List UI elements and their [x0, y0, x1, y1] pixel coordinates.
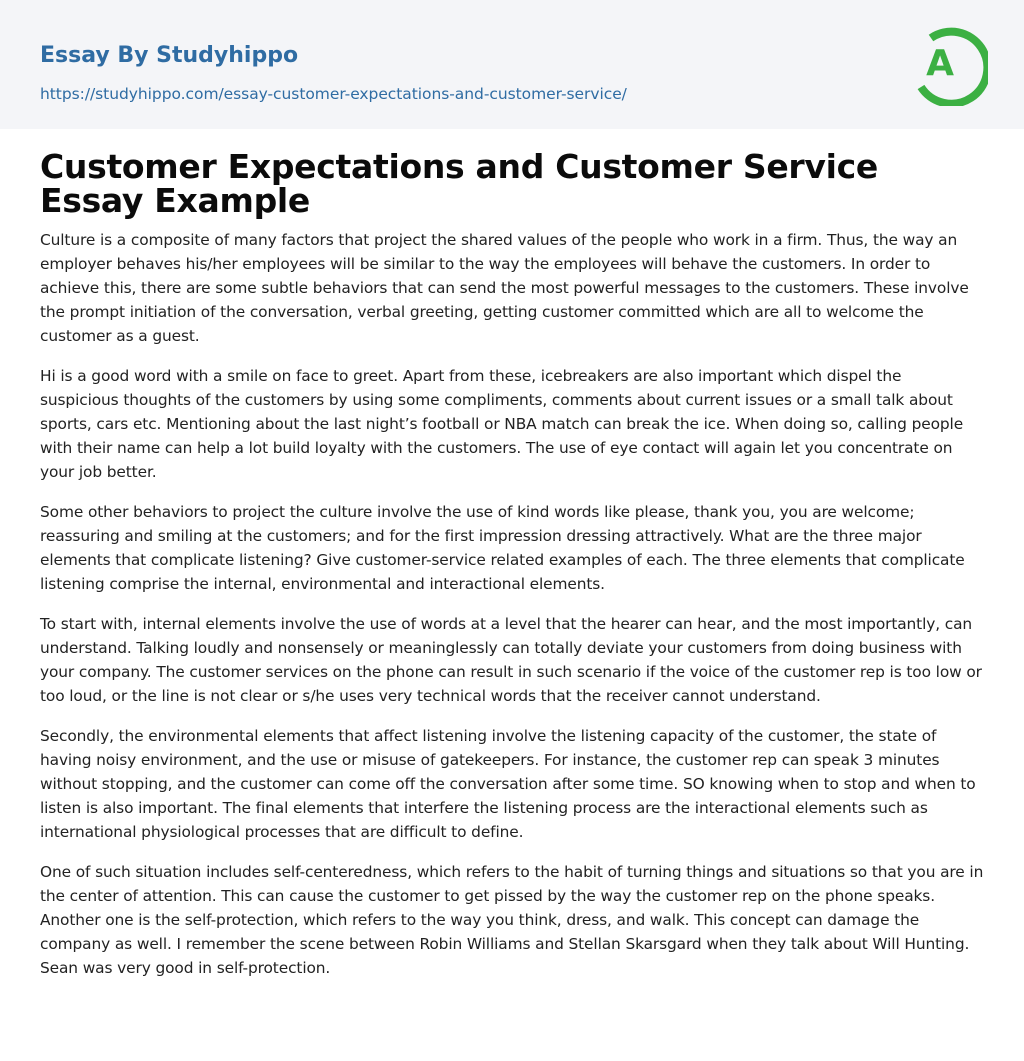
source-url-link[interactable]: https://studyhippo.com/essay-customer-expectations-and-customer-service/	[40, 85, 627, 103]
essay-paragraph: One of such situation includes self-centeredness, which refers to the habit of turning things and situations so that you are in the center of attention. This can cause the customer to get pissed by the way the customer rep on the phone speaks. Another one is the self-protection, which refers to the way you think, dress, and walk. This concept can damage the company as well. I remember the scene between Robin Williams and Stellan Skarsgard when they talk about Will Hunting. Sean was very good in self-protection.	[40, 863, 984, 977]
essay-body	[40, 228, 984, 996]
brand-title[interactable]: Essay By Studyhippo	[40, 43, 299, 68]
logo-letter: A	[926, 43, 954, 84]
page-title: Customer Expectations and Customer Service Essay Example	[40, 147, 878, 220]
essay-paragraph: To start with, internal elements involve the use of words at a level that the hearer can hear, and the most importantly, can understand. Talking loudly and nonsensely or meaninglessly can totally deviate your customers from doing business with your company. The customer services on the phone can result in such scenario if the voice of the customer rep is too low or too loud, or the line is not clear or s/he uses very technical words that the receiver cannot understand.	[40, 615, 982, 705]
essay-paragraph: Some other behaviors to project the culture involve the use of kind words like please, thank you, you are welcome; reassuring and smiling at the customers; and for the first impression dressing attractively. What are the three major elements that complicate listening? Give customer-service related examples of each. The three elements that complicate listening comprise the internal, environmental and interactional elements.	[40, 503, 965, 593]
essay-paragraph: Secondly, the environmental elements that affect listening involve the listening capacity of the customer, the state of having noisy environment, and the use or misuse of gatekeepers. For instance, the customer rep can speak 3 minutes without stopping, and the customer can come off the conversation after some time. SO knowing when to stop and when to listen is also important. The final elements that interfere the listening process are the interactional elements such as international physiological processes that are difficult to define.	[40, 727, 976, 841]
logo-icon[interactable]	[912, 18, 988, 106]
page-header	[0, 0, 1024, 129]
essay-paragraph: Culture is a composite of many factors that project the shared values of the people who work in a firm. Thus, the way an employer behaves his/her employees will be similar to the way the employees will behave the customers. In order to achieve this, there are some subtle behaviors that can send the most powerful messages to the customers. These involve the prompt initiation of the conversation, verbal greeting, getting customer committed which are all to welcome the customer as a guest.	[40, 231, 969, 345]
essay-paragraph: Hi is a good word with a smile on face to greet. Apart from these, icebreakers are also important which dispel the suspicious thoughts of the customers by using some compliments, comments about current issues or a small talk about sports, cars etc. Mentioning about the last night’s football or NBA match can break the ice. When doing so, calling people with their name can help a lot build loyalty with the customers. The use of eye contact will again let you concentrate on your job better.	[40, 367, 964, 481]
